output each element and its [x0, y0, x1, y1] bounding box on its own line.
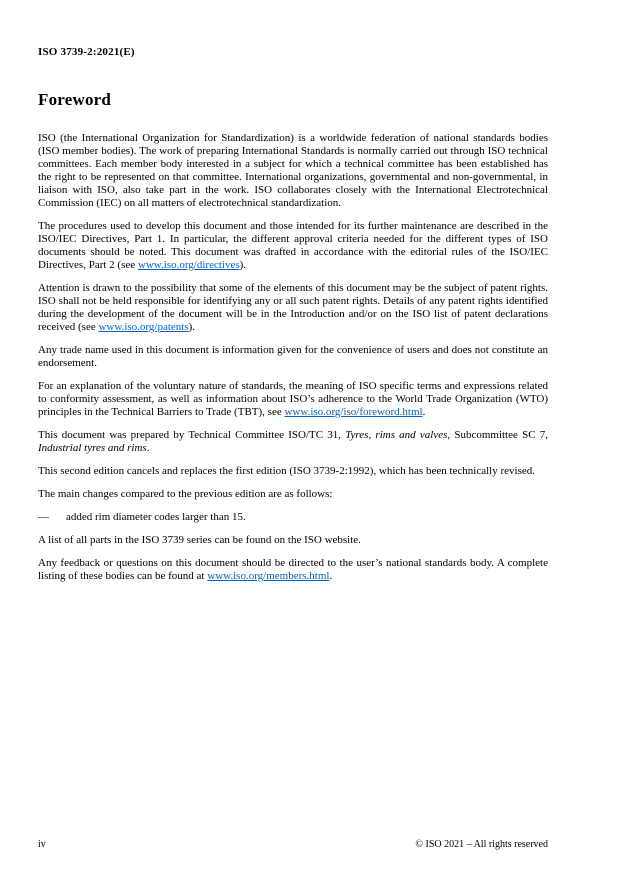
foreword-paragraph-1: ISO (the International Organization for Standardization) is a worldwide federation of national standards bodies (ISO member bodies). The work of preparing International Standards is normally carried out through ISO technical committees. Each member body interested in a subject for which a technical committee has been established has the right to be represented on that committee. International organizations, governmental and non-governmental, in liaison with ISO, also take part in the work. ISO collaborates closely with the International Electrotechnical Commission (IEC) on all matters of electrotechnical standardization. — [38, 132, 548, 209]
foreword-paragraph-3 — [38, 282, 548, 334]
paragraph-text: , Subcommittee SC 7, — [447, 429, 548, 441]
paragraph-text: Attention is drawn to the possibility that some of the elements of this document may be the subject of patent rights. ISO shall not be held responsible for identifying any or all such patent rights. Details of any patent rights identified during the development of the document will be in the Introduction and/or on the ISO list of patent declarations received (see — [38, 282, 548, 333]
document-header — [38, 42, 548, 60]
foreword-title: Foreword — [38, 90, 112, 109]
foreword-paragraph-10 — [38, 557, 548, 583]
list-dash: — — [38, 511, 49, 523]
paragraph-text: . — [146, 442, 150, 454]
paragraph-text: Any feedback or questions on this document should be directed to the user’s national standards body. A complete listing of these bodies can be found at — [38, 557, 548, 582]
committee-title: Tyres, rims and valves — [345, 429, 448, 441]
list-item-text: added rim diameter codes larger than 15. — [66, 511, 246, 523]
link-iso-directives[interactable]: www.iso.org/directives — [137, 259, 240, 271]
foreword-paragraph-2 — [38, 220, 548, 272]
foreword-paragraph-4: Any trade name used in this document is information given for the convenience of users and does not constitute an endorsement. — [38, 344, 548, 369]
link-iso-patents[interactable]: www.iso.org/patents — [98, 321, 189, 333]
subcommittee-title: Industrial tyres and rims — [38, 442, 147, 454]
document-footer — [38, 839, 548, 850]
change-list-item — [38, 511, 548, 524]
foreword-paragraph-7: This second edition cancels and replaces the first edition (ISO 3739-2:1992), which has been technically revised. — [38, 465, 535, 477]
paragraph-text: . — [329, 570, 333, 582]
foreword-paragraph-9: A list of all parts in the ISO 3739 series can be found on the ISO website. — [38, 534, 361, 546]
paragraph-text: . — [422, 406, 426, 418]
foreword-paragraph-5 — [38, 380, 548, 419]
link-iso-foreword[interactable]: www.iso.org/iso/foreword.html — [284, 406, 423, 418]
paragraph-text: The procedures used to develop this document and those intended for its further maintenance are described in the ISO/IEC Directives, Part 1. In particular, the different approval criteria needed for the different types of ISO documents should be noted. This document was drafted in accordance with the editorial rules of the ISO/IEC Directives, Part 2 (see — [38, 220, 548, 271]
foreword-paragraph-6 — [38, 429, 548, 455]
paragraph-text: ). — [239, 259, 247, 271]
paragraph-text: This document was prepared by Technical Committee ISO/TC 31, — [38, 429, 346, 441]
paragraph-text: ). — [188, 321, 196, 333]
paragraph-text: For an explanation of the voluntary nature of standards, the meaning of ISO specific terms and expressions related to conformity assessment, as well as information about ISO’s adherence to the World Trade Organization (WTO) principles in the Technical Barriers to Trade (TBT), see — [38, 380, 548, 418]
page-number: iv — [38, 839, 46, 850]
foreword-paragraph-8: The main changes compared to the previous edition are as follows: — [38, 488, 333, 500]
foreword-section — [38, 90, 548, 583]
link-iso-members[interactable]: www.iso.org/members.html — [207, 570, 330, 582]
copyright-notice: © ISO 2021 – All rights reserved — [415, 839, 548, 850]
document-reference: ISO 3739-2:2021(E) — [38, 46, 135, 58]
